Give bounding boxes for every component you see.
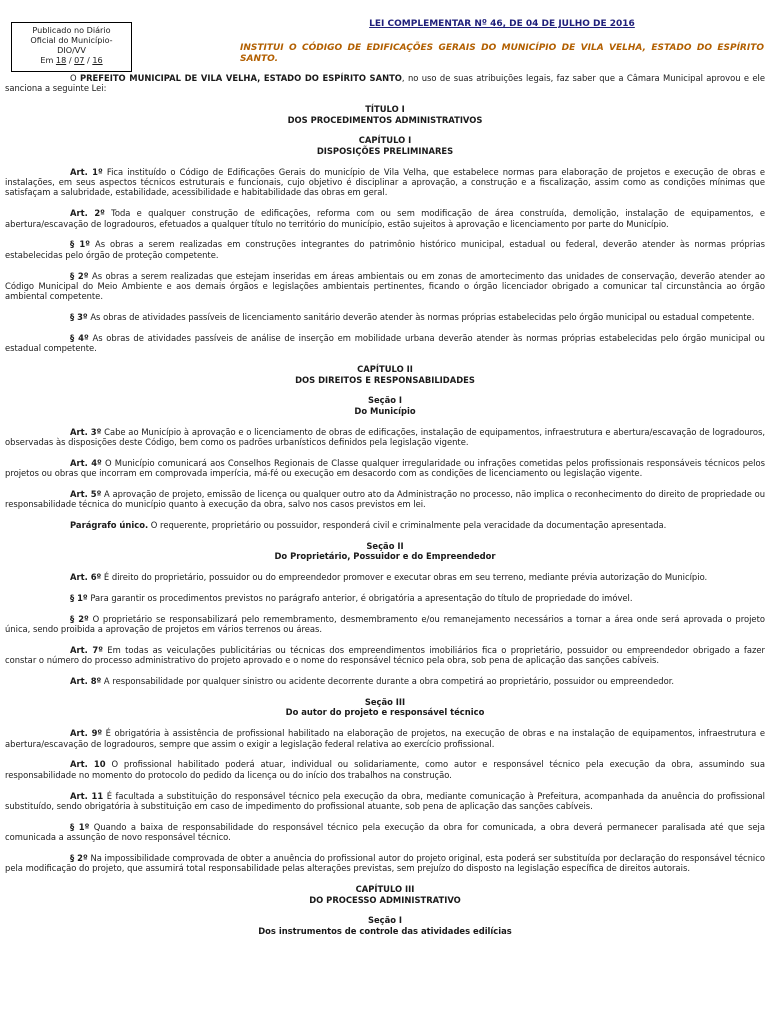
article-paragraph bbox=[5, 239, 765, 260]
article-text: As obras a serem realizadas em construções integrantes do patrimônio histórico municipal, estadual ou federal, deverão atender às normas próprias estabelecidas pelo órgão de proteção competente. bbox=[5, 239, 766, 260]
article-paragraph bbox=[5, 427, 765, 448]
heading-number: CAPÍTULO III bbox=[355, 884, 415, 895]
article-text: A responsabilidade por qualquer sinistro ou acidente decorrente durante a obra competirá ao proprietário, possuidor ou empreendedor. bbox=[101, 676, 675, 687]
article-text: As obras de atividades passíveis de análise de inserção em mobilidade urbana deverão atender às normas próprias estabelecidas pelo órgão municipal ou estadual competente. bbox=[5, 333, 765, 354]
article-label: § 4º bbox=[70, 333, 89, 344]
article-paragraph bbox=[5, 271, 765, 302]
article-paragraph bbox=[5, 853, 765, 874]
article-paragraph bbox=[5, 208, 765, 229]
article-text: As obras de atividades passíveis de licenciamento sanitário deverão atender às normas próprias estabelecidas pelo órgão municipal ou estadual competente. bbox=[87, 312, 755, 323]
section-heading bbox=[5, 697, 765, 718]
heading-title: Do autor do projeto e responsável técnico bbox=[285, 707, 485, 718]
heading-number: Seção III bbox=[364, 697, 406, 708]
section-heading bbox=[5, 135, 765, 156]
law-body bbox=[5, 73, 765, 947]
article-paragraph bbox=[5, 312, 765, 322]
heading-title: Do Município bbox=[354, 405, 416, 416]
article-text: O proprietário se responsabilizará pelo remembramento, desmembramento e/ou remanejamento necessários a tornar a área onde será aprovada o projeto única, sendo proibida a aprovação de projetos em vários terrenos ou áreas. bbox=[5, 613, 765, 635]
article-label: § 2º bbox=[70, 270, 89, 281]
article-text: O Município comunicará aos Conselhos Regionais de Classe qualquer irregularidade ou infrações cometidas pelos profissionais responsáveis técnicos pelos projetos ou obras que incorram em comprovada imperícia, má-fé ou execução em desacordo com as condições de licenciamento ou legislação vigente. bbox=[5, 457, 766, 479]
article-label: § 2º bbox=[70, 853, 88, 864]
article-paragraph bbox=[5, 791, 765, 812]
article-paragraph bbox=[5, 728, 765, 749]
article-text: É facultada a substituição do responsável técnico pela execução da obra, mediante comunicação à Prefeitura, acompanhada da anuência do profissional substituído, sendo obrigatória à substituição em caso de impedimento do profissional atuante, sob pena de aplicação das sanções cabíveis. bbox=[5, 790, 765, 812]
article-text: Para garantir os procedimentos previstos no parágrafo anterior, é obrigatória a apresentação do título de propriedade do imóvel. bbox=[87, 593, 633, 604]
law-articles bbox=[5, 104, 765, 936]
article-label: Art. 7º bbox=[70, 645, 103, 656]
article-text: Quando a baixa de responsabilidade do responsável técnico pela execução da obra for comunicada, a obra deverá permanecer paralisada até que seja comunicada a assunção de novo responsável técnico. bbox=[5, 821, 765, 843]
article-paragraph bbox=[5, 520, 765, 530]
stamp-sep-2: / bbox=[87, 55, 90, 65]
section-heading bbox=[5, 884, 765, 905]
article-text: A aprovação de projeto, emissão de licença ou qualquer outro ato da Administração no processo, não implica o reconhecimento do direito de propriedade ou responsabilidade técnica do município quanto à execução da obra, salvo nos casos previstos em lei. bbox=[5, 489, 766, 510]
article-label: Art. 10 bbox=[70, 759, 106, 770]
heading-title: Dos instrumentos de controle das atividades edilícias bbox=[258, 925, 512, 936]
article-paragraph bbox=[5, 676, 765, 686]
article-text: É obrigatória à assistência de profissional habilitado na elaboração de projetos, na execução de obras e na instalação de equipamentos, infraestrutura e abertura/escavação de logradouros, sempre que assim o exigir a legislação federal relativa ao exercício profissional. bbox=[5, 728, 765, 749]
article-text: É direito do proprietário, possuidor ou do empreendedor promover e executar obras em seu terreno, mediante prévia autorização do Município. bbox=[101, 572, 708, 583]
article-text: O profissional habilitado poderá atuar, individual ou solidariamente, como autor e responsável técnico pela execução da obra, assumindo sua responsabilidade no momento do protocolo do pedido da licença ou do início dos trabalhos na construção. bbox=[5, 759, 765, 780]
stamp-month: 07 bbox=[74, 55, 85, 65]
article-paragraph bbox=[5, 333, 765, 354]
law-title: LEI COMPLEMENTAR Nº 46, DE 04 DE JULHO DE 2016 bbox=[369, 19, 635, 29]
article-paragraph bbox=[5, 458, 765, 479]
heading-number: Seção I bbox=[367, 915, 403, 926]
article-text: Fica instituído o Código de Edificações Gerais do município de Vila Velha, que estabelece normas para elaboração de projetos e execução de obras e instalações, em seus aspectos técnicos estruturais e funcionais, cujo objetivo é disciplinar a aprovação, a construção e a fiscalização, assim como as condições mínimas que satisfaçam a salubridade, estabilidade, acessibilidade e habitabilidade das obras em geral. bbox=[5, 166, 765, 198]
section-heading bbox=[5, 104, 765, 125]
article-label: Art. 2º bbox=[70, 208, 105, 219]
article-label: § 1º bbox=[70, 821, 90, 832]
heading-number: TÍTULO I bbox=[365, 104, 405, 115]
stamp-date-prefix: Em bbox=[40, 55, 54, 65]
article-paragraph bbox=[5, 167, 765, 198]
article-paragraph bbox=[5, 614, 765, 635]
stamp-date bbox=[12, 55, 131, 65]
article-text: Em todas as veiculações publicitárias ou técnicas dos empreendimentos imobiliários fica o proprietário, possuidor ou empreendedor obrigado a fazer constar o número do processo administrativo do projeto aprovado e o nome do responsável técnico pela obra, sob pena de aplicação das sanções cabíveis. bbox=[5, 645, 765, 666]
section-heading bbox=[5, 915, 765, 936]
heading-number: Seção I bbox=[367, 395, 403, 406]
article-label: Art. 6º bbox=[70, 572, 102, 583]
heading-title: DOS DIREITOS E RESPONSABILIDADES bbox=[295, 374, 475, 385]
stamp-line-2: Oficial do Município- bbox=[30, 35, 113, 45]
stamp-year: 16 bbox=[92, 55, 103, 65]
article-paragraph bbox=[5, 489, 765, 510]
article-paragraph bbox=[5, 822, 765, 843]
article-text: O requerente, proprietário ou possuidor, responderá civil e criminalmente pela veracidade da documentação apresentada. bbox=[148, 520, 667, 531]
article-text: As obras a serem realizadas que estejam inseridas em áreas ambientais ou em zonas de amortecimento das unidades de conservação, deverão atender ao Código Municipal do Meio Ambiente e aos demais órgãos e legislações ambientais pertinentes, ficando o órgão licenciador obrigado a comunicar tal circunstância ao órgão ambiental competente. bbox=[5, 270, 766, 302]
section-heading bbox=[5, 541, 765, 562]
law-ementa: INSTITUI O CÓDIGO DE EDIFICAÇÕES GERAIS DO MUNICÍPIO DE VILA VELHA, ESTADO DO ESPÍRITO SANTO. bbox=[240, 43, 764, 64]
article-label: § 1º bbox=[70, 239, 90, 250]
stamp-line-1: Publicado no Diário bbox=[32, 25, 111, 35]
article-paragraph bbox=[5, 572, 765, 582]
heading-title: Do Proprietário, Possuidor e do Empreendedor bbox=[274, 551, 496, 562]
article-label: Art. 8º bbox=[70, 676, 102, 687]
stamp-day: 18 bbox=[55, 55, 67, 65]
article-paragraph bbox=[5, 759, 765, 780]
heading-number: CAPÍTULO II bbox=[357, 364, 413, 375]
section-heading bbox=[5, 364, 765, 385]
article-paragraph bbox=[5, 593, 765, 603]
preamble-authority: PREFEITO MUNICIPAL DE VILA VELHA, ESTADO DO ESPÍRITO SANTO bbox=[79, 73, 402, 83]
article-label: Parágrafo único. bbox=[70, 520, 149, 531]
article-label: Art. 9º bbox=[70, 728, 103, 739]
article-text: Na impossibilidade comprovada de obter a anuência do profissional autor do projeto original, esta poderá ser substituída por declaração do responsável técnico pela modificação do projeto, que assumirá total responsabilidade pelas alterações previstas, sem prejuízo do disposto na legislação específica de direitos autorais. bbox=[5, 853, 765, 874]
publication-stamp bbox=[11, 22, 132, 72]
heading-title: DISPOSIÇÕES PRELIMINARES bbox=[316, 145, 454, 156]
article-label: Art. 4º bbox=[70, 457, 102, 468]
article-paragraph bbox=[5, 645, 765, 666]
article-label: Art. 3º bbox=[70, 426, 102, 437]
article-text: Toda e qualquer construção de edificações, reforma com ou sem modificação de área construída, demolição, instalação de equipamentos, e abertura/escavação de logradouros, efetuados a qualquer título no território do município, estão sujeitos à aprovação e licenciamento por parte do Município. bbox=[5, 208, 765, 229]
article-label: Art. 1º bbox=[70, 166, 103, 177]
heading-number: CAPÍTULO I bbox=[358, 135, 412, 146]
article-text: Cabe ao Município à aprovação e o licenciamento de obras de edificações, instalação de equipamentos, infraestrutura e abertura/escavação de logradouros, observadas às disposições deste Código, bem como os padrões urbanísticos definidos pela legislação vigente. bbox=[5, 426, 765, 448]
heading-title: DOS PROCEDIMENTOS ADMINISTRATIVOS bbox=[287, 114, 483, 125]
heading-title: DO PROCESSO ADMINISTRATIVO bbox=[309, 894, 461, 905]
preamble bbox=[5, 73, 765, 94]
stamp-line-3: DIO/VV bbox=[57, 45, 86, 55]
article-label: § 2º bbox=[70, 613, 89, 624]
article-label: Art. 5º bbox=[70, 489, 102, 500]
article-label: § 1º bbox=[70, 593, 88, 604]
preamble-rest: , no uso de suas atribuições legais, faz saber que a Câmara Municipal aprovou e ele sanciona a seguinte Lei: bbox=[5, 73, 765, 94]
preamble-start: O bbox=[70, 73, 80, 83]
stamp-sep-1: / bbox=[68, 55, 72, 65]
article-label: § 3º bbox=[70, 312, 88, 323]
section-heading bbox=[5, 395, 765, 416]
heading-number: Seção II bbox=[366, 541, 404, 552]
article-label: Art. 11 bbox=[70, 790, 104, 801]
